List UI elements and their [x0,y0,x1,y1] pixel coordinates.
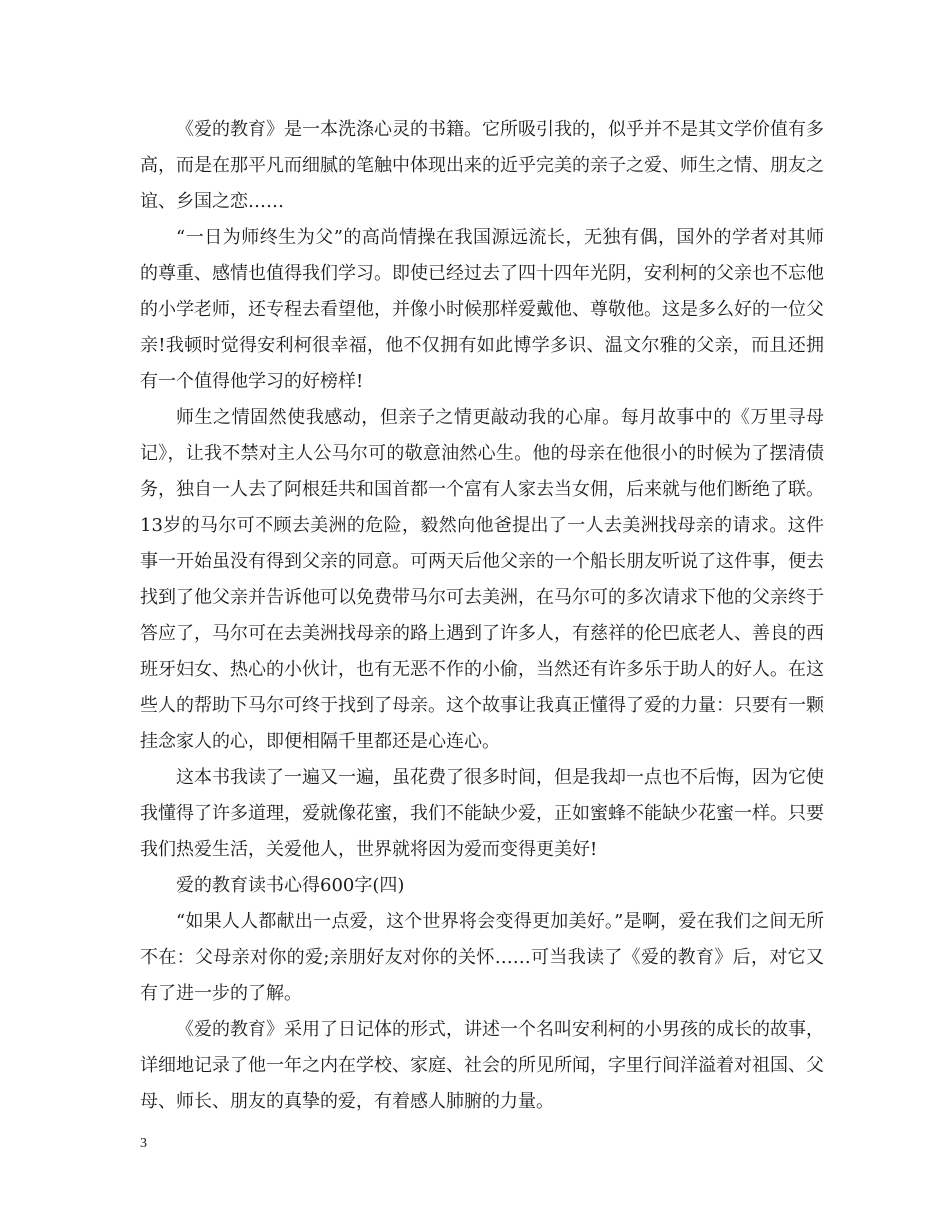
paragraph-1: 《爱的教育》是一本洗涤心灵的书籍。它所吸引我的，似乎并不是其文学价值有多高，而是在那平凡而细腻的笔触中体现出来的近乎完美的亲子之爱、师生之情、朋友之谊、乡国之恋…… [140,119,824,212]
paragraph-6: 《爱的教育》采用了日记体的形式，讲述一个名叫安利柯的小男孩的成长的故事，详细地记录了他一年之内在学校、家庭、社会的所见所闻，字里行间洋溢着对祖国、父母、师长、朋友的真挚的爱，有着感人肺腑的力量。 [140,1019,824,1112]
section-heading: 爱的教育读书心得600字(四) [176,875,405,896]
document-body [140,112,824,1120]
page-number: 3 [140,1136,147,1151]
paragraph-5: “如果人人都献出一点爱，这个世界将会变得更加美好。”是啊，爱在我们之间无所不在：父母亲对你的爱;亲朋好友对你的关怀……可当我读了《爱的教育》后，对它又有了进一步的了解。 [140,911,824,1004]
paragraph-2: “一日为师终生为父”的高尚情操在我国源远流长，无独有偶，国外的学者对其师的尊重、感情也值得我们学习。即使已经过去了四十四年光阴，安利柯的父亲也不忘他的小学老师，还专程去看望他，并像小时候那样爱戴他、尊敬他。这是多么好的一位父亲!我顿时觉得安利柯很幸福，他不仅拥有如此博学多识、温文尔雅的父亲，而且还拥有一个值得他学习的好榜样! [140,227,824,392]
paragraph-4: 这本书我读了一遍又一遍，虽花费了很多时间，但是我却一点也不后悔，因为它使我懂得了许多道理，爱就像花蜜，我们不能缺少爱，正如蜜蜂不能缺少花蜜一样。只要我们热爱生活，关爱他人，世界就将因为爱而变得更美好! [140,767,824,860]
paragraph-3: 师生之情固然使我感动，但亲子之情更敲动我的心扉。每月故事中的《万里寻母记》，让我不禁对主人公马尔可的敬意油然心生。他的母亲在他很小的时候为了摆清债务，独自一人去了阿根廷共和国首都一个富有人家去当女佣，后来就与他们断绝了联。13岁的马尔可不顾去美洲的危险，毅然向他爸提出了一人去美洲找母亲的请求。这件事一开始虽没有得到父亲的同意。可两天后他父亲的一个船长朋友听说了这件事，便去找到了他父亲并告诉他可以免费带马尔可去美洲，在马尔可的多次请求下他的父亲终于答应了，马尔可在去美洲找母亲的路上遇到了许多人，有慈祥的伦巴底老人、善良的西班牙妇女、热心的小伙计，也有无恶不作的小偷，当然还有许多乐于助人的好人。在这些人的帮助下马尔可终于找到了母亲。这个故事让我真正懂得了爱的力量：只要有一颗挂念家人的心，即便相隔千里都还是心连心。 [140,407,824,752]
